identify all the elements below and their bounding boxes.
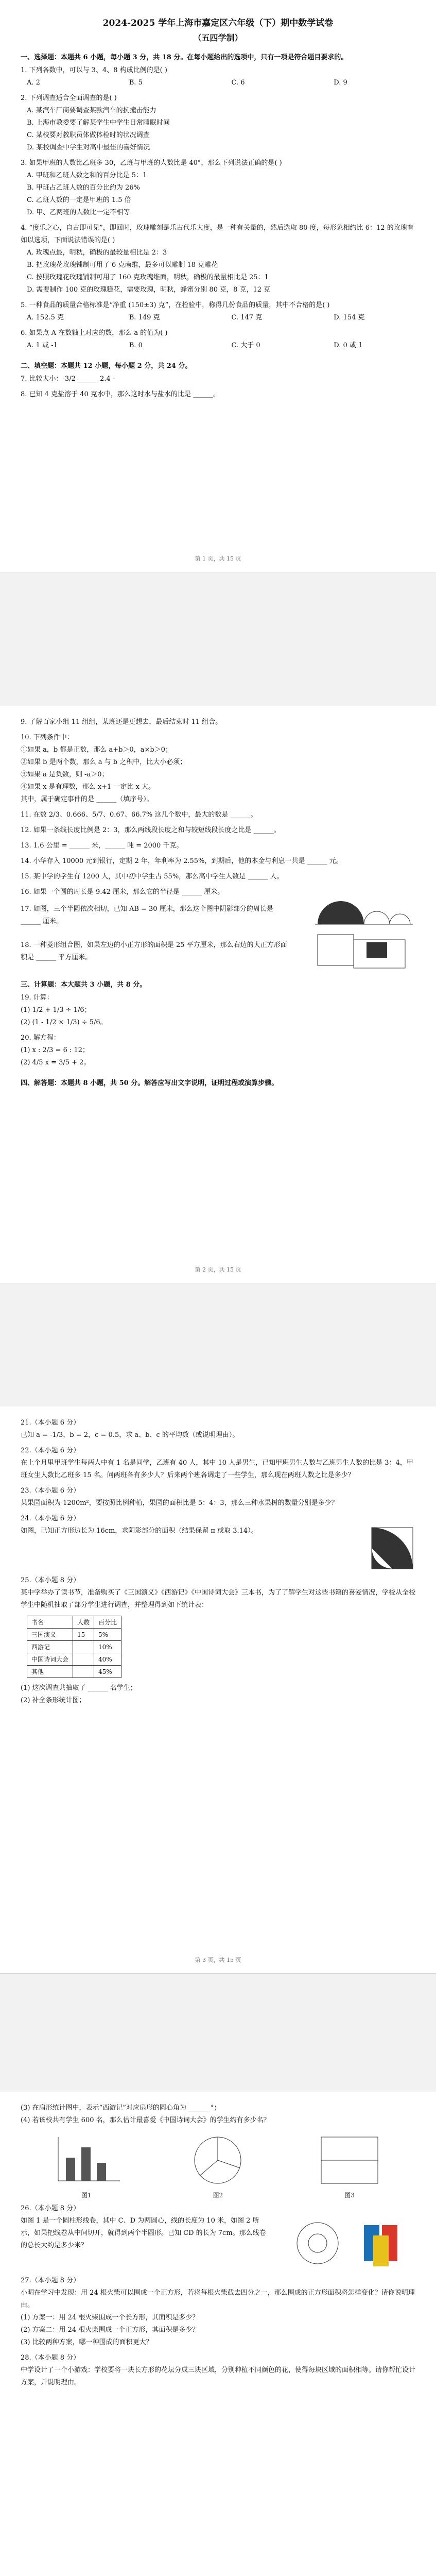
question-14: 14. 小华存入 10000 元到银行，定期 2 年，年利率为 2.55%，到期后，他的本金与利息一共是 ______ 元。 xyxy=(21,857,343,865)
page-1 xyxy=(0,0,436,572)
option-c: C. 某校要对教职员体做体检时的状况调查 xyxy=(27,131,150,139)
table-cell: 10% xyxy=(94,1641,121,1653)
exam-subtitle: （五四学制） xyxy=(193,33,243,43)
question-4: 4. “度乐之心，自古即可见”，即回时，玫瑰雕刻是乐古代乐大度，是一种有关量的，然后选取 80 度，每形象相约比 6：12 的玫瑰有如以选项，下面说法错误的是( ) xyxy=(21,224,414,244)
thread-spool-figure xyxy=(292,2215,415,2272)
figure-3 xyxy=(311,2132,388,2199)
pie-chart-figure xyxy=(179,2132,256,2189)
statement: ④如果 x 是有理数，那么 x+1 一定比 x 大。 xyxy=(21,783,155,791)
semicircles-figure xyxy=(312,899,415,929)
question-text: 小明在学习中发现：用 24 根火柴可以围成一个正方形，若将每根火柴截去四分之一，那么围成的正方形面积将怎样变化？请你说明理由。 xyxy=(21,2289,415,2309)
question-27: 27.（本小题 8 分） xyxy=(21,2277,80,2284)
statement: 其中，属于确定事件的是 ______（填序号）。 xyxy=(21,795,153,803)
figure-caption: 图1 xyxy=(81,2192,92,2199)
sub-question: (2) 方案二：用 24 根火柴围成一个正方形，其面积是多少？ xyxy=(21,2326,199,2334)
table-row xyxy=(27,1653,121,1666)
question-options xyxy=(21,170,415,219)
statement: ②如果 b 是两个数，那么 a 与 b 之积中，比大小必须； xyxy=(21,758,187,766)
sub-question: (1) 这次调查共抽取了 ______ 名学生； xyxy=(21,1684,137,1692)
page-gap xyxy=(0,572,436,707)
question-options xyxy=(21,105,415,154)
option-d: D. 154 克 xyxy=(334,314,365,321)
question-options xyxy=(21,247,415,296)
question-1: 1. 下列各数中，可以与 3、4、8 构成比例的是( ) xyxy=(21,66,167,74)
question-22: 22.（本小题 6 分） xyxy=(21,1447,80,1454)
question-11: 11. 在数 2/3、0.666、5/7、0.67、66.7% 这几个数中，最大的数是 ______。 xyxy=(21,811,257,819)
question-5: 5. 一种食品的质量合格标准是“净重 (150±3) 克”，在检验中，称得几份食品的质量，其中不合格的是( ) xyxy=(21,301,330,309)
question-7: 7. 比较大小：-3/2 ______ 2.4 - xyxy=(21,375,115,383)
option-c: C. 6 xyxy=(231,79,245,87)
page-footer: 第 1 页，共 15 页 xyxy=(195,555,241,562)
sub-question: (2) 补全条形统计图； xyxy=(21,1697,86,1704)
question-15: 15. 某中学的学生有 1200 人，其中初中学生占 55%，那么高中学生人数是 ______ 人。 xyxy=(21,873,284,880)
square-arc-figure xyxy=(369,1525,415,1571)
section-heading: 一、选择题：本题共 6 小题，每小题 3 分，共 18 分。在每小题给出的选项中，只有一项是符合题目要求的。 xyxy=(21,54,348,61)
section-heading: 四、解答题：本题共 8 小题，共 50 分。解答应写出文字说明，证明过程或演算步骤。 xyxy=(21,1079,278,1087)
option-a: A. 某汽车厂商要调查某款汽车的抗撞击能力 xyxy=(27,107,156,114)
question-25: 25.（本小题 8 分） xyxy=(21,1577,80,1584)
sub-question: (3) 在扇形统计图中，表示“西游记”对应扇形的圆心角为 ______ °； xyxy=(21,2104,221,2112)
question-17: 17. 如图，三个半圆依次相切，已知 AB = 30 厘米，那么这个图中阴影部分的周长是 ______ 厘米。 xyxy=(21,905,273,925)
question-text: 某中学举办了读书节，准备购买了《三国演义》《西游记》《中国诗词大会》三本书，为了了解学生对这些书籍的喜爱情况，学校从全校学生中随机抽取了部分学生进行调查，并整理得到如下统计表： xyxy=(21,1589,416,1609)
table-cell: 中国诗词大会 xyxy=(27,1653,73,1666)
question-10: 10. 下列条件中： xyxy=(21,734,74,741)
question-21: 21.（本小题 6 分） xyxy=(21,1419,80,1427)
option-b: B. 把玫瑰花玫瑰铺制可用了 6 克南维，最多可以雕制 18 克雕花 xyxy=(27,261,218,269)
question-text: 某果园面积为 1200m²，要按照比例种植，果园的面积比是 5：4：3，那么三种水果树的数量分别是多少？ xyxy=(21,1499,338,1507)
option-b: B. 上海市教委要了解某学生中学生日常睡眠时间 xyxy=(27,119,170,127)
table-row xyxy=(27,1629,121,1641)
option-d: D. 甲、乙两班的人数比一定不相等 xyxy=(27,209,130,216)
section-heading: 三、计算题：本大题共 3 小题，共 8 分。 xyxy=(21,981,147,989)
table-cell: 40% xyxy=(94,1653,121,1666)
question-12: 12. 如果一条线长度比例是 2：3，那么两线段长度之和与较短线段长度之比是 ______。 xyxy=(21,826,281,834)
option-d: D. 9 xyxy=(334,79,347,87)
table-header-row xyxy=(27,1616,121,1629)
page-gap xyxy=(0,1973,436,2093)
table-cell xyxy=(73,1641,94,1653)
question-options xyxy=(21,340,415,352)
option-a: A. 甲班和乙班人数之和的百分比是 5：1 xyxy=(27,172,147,179)
page-footer: 第 2 页，共 15 页 xyxy=(195,1266,241,1273)
sub-question: (2) (1 - 1/2 × 1/3) ÷ 5/6。 xyxy=(21,1019,107,1026)
question-20: 20. 解方程： xyxy=(21,1034,60,1042)
option-c: C. 按照玫瑰花玫瑰铺制可用了 160 克玫瑰维面，明秋，确极的最量相比是 25：1 xyxy=(27,274,269,281)
sub-question: (1) 1/2 + 1/3 ÷ 1/6； xyxy=(21,1006,91,1014)
question-26: 26.（本小题 8 分） xyxy=(21,2205,80,2212)
table-cell: 其他 xyxy=(27,1666,73,1678)
question-8: 8. 已知 4 克盐溶于 40 克水中，那么这时水与盐水的比是 ______。 xyxy=(21,391,220,398)
statement: ③如果 a 是负数，则 -a＞0； xyxy=(21,771,109,778)
sub-question: (2) 4/5 x = 3/5 + 2。 xyxy=(21,1059,91,1066)
option-d: D. 需要制作 100 克的玫瑰糕花，需要玫瑰，明秋，蜂蜜分别 80 克，8 克，12 克 xyxy=(27,286,271,294)
question-2: 2. 下列调查适合全面调查的是( ) xyxy=(21,94,117,102)
option-b: B. 149 克 xyxy=(129,314,160,321)
box-figure xyxy=(311,2132,388,2189)
figure-2 xyxy=(179,2132,256,2199)
table-header: 百分比 xyxy=(94,1616,121,1629)
table-cell: 西游记 xyxy=(27,1641,73,1653)
page-2 xyxy=(0,706,436,1283)
page-3 xyxy=(0,1406,436,1973)
question-23: 23.（本小题 6 分） xyxy=(21,1487,80,1495)
question-options xyxy=(21,77,415,89)
option-a: A. 1 或 -1 xyxy=(27,342,58,349)
figure-caption: 图2 xyxy=(213,2192,223,2199)
section-heading: 二、填空题：本题共 12 小题，每小题 2 分，共 24 分。 xyxy=(21,362,192,370)
table-header: 人数 xyxy=(73,1616,94,1629)
question-text: 在上个月里甲班学生每两人中有 1 名是同学，乙班有 40 人，其中 10 人是男生，已知甲班男生人数与乙班男生人数的比是 3：4，甲班女生人数比乙班多 15 名。问两班各有多少人？后来两个班各调走了一些学生，那么现在两班人数之比是多少？ xyxy=(21,1459,413,1479)
table-cell xyxy=(73,1666,94,1678)
question-18: 18. 一种菱形组合图，如果左边的小正方形的面积是 25 平方厘米，那么右边的大正方形面积是 ______ 平方厘米。 xyxy=(21,941,287,961)
option-a: A. 2 xyxy=(27,79,40,87)
sub-question: (4) 若该校共有学生 600 名，那么估计最喜爱《中国诗词大会》的学生约有多少名？ xyxy=(21,2116,270,2124)
statement: ①如果 a，b 都是正数，那么 a+b＞0，a×b＞0； xyxy=(21,746,172,754)
option-c: C. 大于 0 xyxy=(231,342,260,349)
option-c: C. 147 克 xyxy=(231,314,263,321)
page-footer: 第 3 页，共 15 页 xyxy=(195,1957,241,1963)
option-c: C. 乙班人数的一定是甲班的 1.5 倍 xyxy=(27,196,131,204)
page-gap xyxy=(0,1283,436,1408)
squares-figure xyxy=(312,929,415,971)
sub-question: (3) 比较两种方案，哪一种围成的面积更大？ xyxy=(21,2338,153,2346)
page-4 xyxy=(0,2092,436,2576)
sub-question: (1) 方案一：用 24 根火柴围成一个长方形，其面积是多少？ xyxy=(21,2314,199,2321)
question-text: 中学设计了一个小游戏：学校要将一块长方形的花坛分成三块区域，分别种植不同颜色的花，使得每块区域的面积相等。请你帮忙设计方案，并说明理由。 xyxy=(21,2366,416,2386)
figure-1 xyxy=(48,2132,125,2199)
exam-title: 2024-2025 学年上海市嘉定区六年级（下）期中数学试卷 xyxy=(102,18,334,28)
survey-table xyxy=(27,1616,121,1678)
question-13: 13. 1.6 公里 = ______ 米，______ 吨 = 2000 千克。 xyxy=(21,842,183,850)
option-d: D. 0 或 1 xyxy=(334,342,363,349)
sub-question: (1) x : 2/3 = 6 : 12； xyxy=(21,1046,90,1054)
question-28: 28.（本小题 8 分） xyxy=(21,2354,80,2362)
option-b: B. 0 xyxy=(129,342,143,349)
option-a: A. 152.5 克 xyxy=(27,314,64,321)
question-19: 19. 计算： xyxy=(21,994,54,1002)
question-16: 16. 如果一个圆的周长是 9.42 厘米，那么它的半径是 ______ 厘米。 xyxy=(21,888,224,896)
table-cell xyxy=(73,1653,94,1666)
option-b: B. 5 xyxy=(129,79,143,87)
question-3: 3. 如果甲班的人数比乙班多 30，乙班与甲班的人数比是 40°，那么下列说法正确的是( ) xyxy=(21,159,282,167)
question-text: 如图，已知正方形边长为 16cm，求阴影部分的面积（结果保留 π 或取 3.14）。 xyxy=(21,1527,258,1535)
table-cell: 45% xyxy=(94,1666,121,1678)
question-9: 9. 了解百家小组 11 组组，某班还是更想去，最后结束时 11 组合。 xyxy=(21,718,222,726)
table-cell: 15 xyxy=(73,1629,94,1641)
question-6: 6. 如果点 A 在数轴上对应的数，那么 a 的值为( ) xyxy=(21,329,168,337)
option-a: A. 玫瑰点最，明秋，确极的最较量相比是 2：3 xyxy=(27,249,167,257)
bar-chart-figure xyxy=(48,2132,125,2189)
question-24: 24.（本小题 6 分） xyxy=(21,1515,80,1522)
question-options xyxy=(21,312,415,324)
question-text: 如图 1 是一个圆柱形线卷，其中 C、D 为两圆心，线的长度为 10 米，如图 2 所示，如果把线卷从中间切开，就得到两个半圆形。已知 CD 的长为 7cm。那么线卷的总长大约是多少米？ xyxy=(21,2217,266,2249)
question-text: 已知 a = -1/3，b = 2，c = 0.5，求 a、b、c 的平均数（或说明理由）。 xyxy=(21,1431,239,1439)
table-cell: 5% xyxy=(94,1629,121,1641)
option-b: B. 甲班占乙班人数的百分比约为 26% xyxy=(27,184,140,192)
option-d: D. 某校调查中学生对高中最佳的喜好情况 xyxy=(27,144,150,151)
table-row xyxy=(27,1666,121,1678)
table-cell: 三国演义 xyxy=(27,1629,73,1641)
figure-caption: 图3 xyxy=(344,2192,355,2199)
table-row xyxy=(27,1641,121,1653)
table-header: 书名 xyxy=(27,1616,73,1629)
